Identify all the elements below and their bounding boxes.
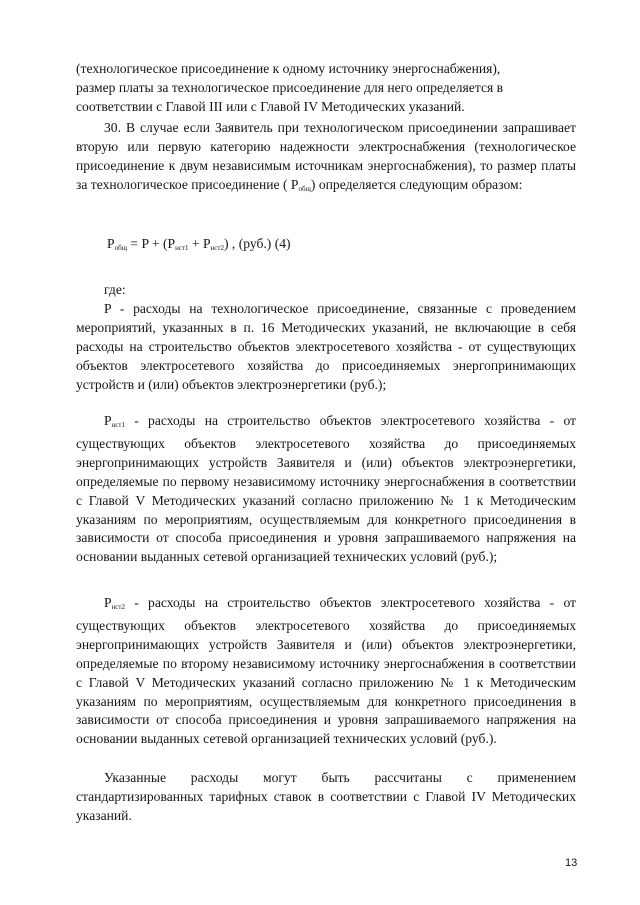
text-line: (технологическое присоединение к одному источнику энергоснабжения), [76, 61, 501, 76]
where-label: где: [104, 282, 126, 297]
paragraph-30: 30. В случае если Заявитель при технологическом присоединении запрашивает вторую или первую категорию надежности электроснабжения (технологическое присоединение к двум независимым источникам энергоснабжения), то размер платы за технологическое присоединение ( $P_{общ}$) определяется следующим образом: [76, 120, 576, 193]
definition-text: - расходы на строительство объектов электросетевого хозяйства - от существующих объектов электросетевого хозяйства до присоединяемых энергопринимающих устройств Заявителя и (или) объектов электроэнергетики, определяемые по второму независимому источнику энергоснабжения в соответствии с Главой V Методических указаний согласно приложению № 1 к Методическим указаниям по мероприятиям, осуществляемым для конкретного присоединения в зависимости от способа присоединения и уровня запрашиваемого напряжения на основании выданных сетевой организацией технических условий (руб.). [76, 595, 576, 747]
definition-p [76, 300, 576, 395]
closing-paragraph: Указанные расходы могут быть рассчитаны с применением стандартизированных тарифных ставок в соответствии с Главой IV Методических указаний. [76, 770, 576, 823]
definition-text: - расходы на технологическое присоединение, связанные с проведением мероприятий, указанных в п. 16 Методических указаний, не включающие в себя расходы на строительство объектов электросетевого хозяйства - от существующих объектов электросетевого хозяйства до присоединяемых энергопринимающих устройств и (или) объектов электроэнергетики (руб.); [76, 301, 576, 392]
text-line: размер платы за технологическое присоединение для него определяется в [76, 79, 504, 95]
text-line: соответствии с Главой III или с Главой IV Методических указаний. [76, 98, 465, 114]
symbol-p-total: $P_{общ}$ [290, 176, 311, 193]
paragraph-text: 30. В случае если Заявитель при технологическом присоединении запрашивает вторую или первую категорию надежности электроснабжения (технологическое присоединение к двум независимым источникам энергоснабжения), то размер платы за технологическое присоединение ( [76, 120, 576, 192]
definition-text: - расходы на строительство объектов электросетевого хозяйства - от существующих объектов электросетевого хозяйства до присоединяемых энергопринимающих устройств Заявителя и (или) объектов электроэнергетики, определяемые по первому независимому источнику энергоснабжения в соответствии с Главой V Методических указаний согласно приложению № 1 к Методическим указаниям по мероприятиям, осуществляемым для конкретного присоединения в зависимости от способа присоединения и уровня запрашиваемого напряжения на основании выданных сетевой организацией технических условий (руб.); [76, 413, 576, 565]
definition-p-nst2 [76, 594, 576, 749]
symbol-p-nst1: $P_{нст1}$ [104, 413, 125, 429]
symbol-p: P [104, 301, 112, 316]
page-number: 13 [565, 857, 578, 869]
formula-4: $P_{общ} = P + (P_{нст1} + P_{нст2})$ , (руб.) (4) [107, 236, 291, 252]
definition-p-nst1 [76, 412, 576, 567]
continued-paragraph [76, 60, 576, 117]
symbol-p-nst2: $P_{нст2}$ [104, 595, 125, 611]
paragraph-text: определяется следующим образом: [318, 176, 523, 192]
